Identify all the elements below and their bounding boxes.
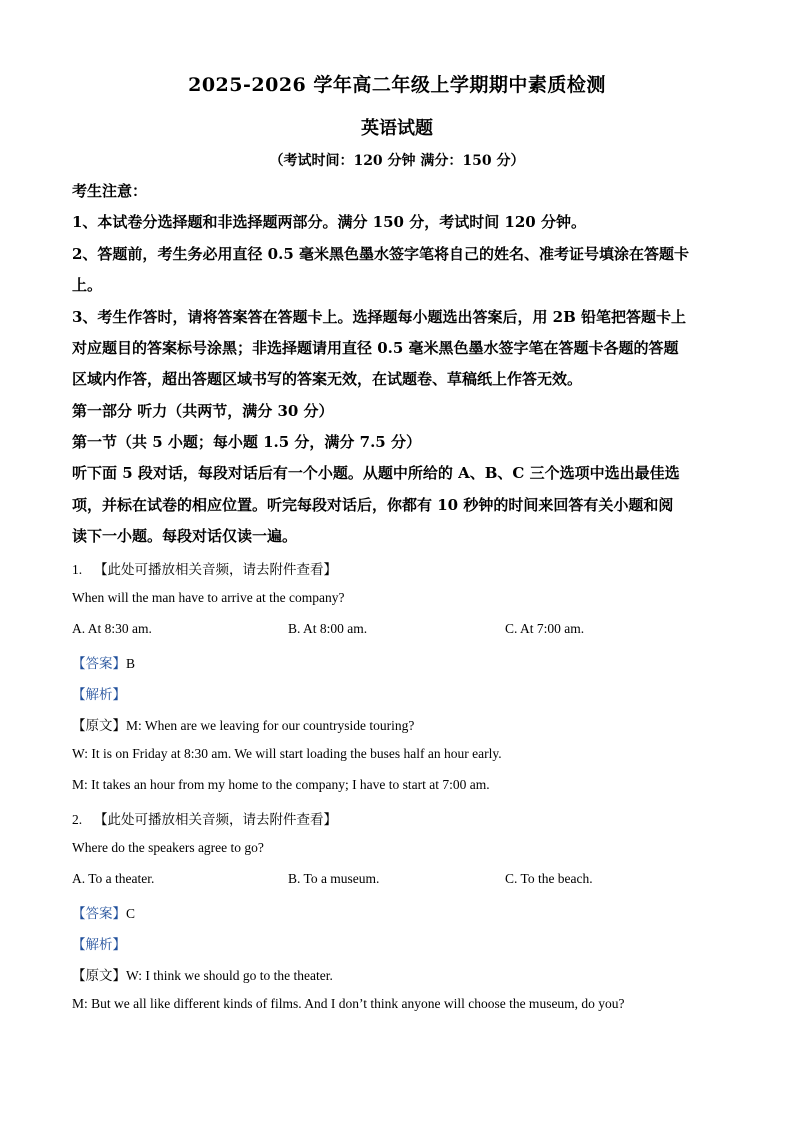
subject-title: 英语试题 — [361, 118, 433, 139]
question-number: 1. — [72, 562, 83, 577]
question-1-text: When will the man have to arrive at the company? — [72, 590, 345, 605]
question-1-transcript-1 — [72, 714, 732, 734]
question-2-answer — [72, 902, 732, 922]
notice-item-2-line-1: 2、答题前，考生务必用直径 0.5 毫米黑色墨水签字笔将自己的姓名、准考证号填涂在答题卡 — [72, 245, 689, 263]
analysis-tag: 【解析】 — [72, 687, 126, 703]
question-2-option-b: B. To a museum. — [288, 871, 380, 886]
question-1-option-b: B. At 8:00 am. — [288, 621, 368, 636]
exam-info: （考试时间：120 分钟 满分：150 分） — [269, 153, 525, 169]
instructions-line-1: 听下面 5 段对话，每段对话后有一个小题。从题中所给的 A、B、C 三个选项中选出最佳选 — [72, 464, 680, 482]
original-tag: 【原文】 — [72, 968, 126, 984]
exam-title: 2025-2026 学年高二年级上学期期中素质检测 — [188, 74, 606, 96]
question-2-transcript-1 — [72, 964, 732, 984]
question-2-text: Where do the speakers agree to go? — [72, 840, 264, 855]
notice-item-2-line-2: 上。 — [72, 276, 103, 294]
analysis-tag: 【解析】 — [72, 937, 126, 953]
answer-tag: 【答案】 — [72, 906, 126, 922]
question-1-answer — [72, 652, 732, 672]
question-1-transcript-3: M: It takes an hour from my home to the company; I have to start at 7:00 am. — [72, 777, 490, 792]
question-2-option-a: A. To a theater. — [72, 871, 155, 886]
part1-heading: 第一部分 听力（共两节，满分 30 分） — [72, 402, 334, 420]
question-1-option-c: C. At 7:00 am. — [505, 621, 585, 636]
question-number: 2. — [72, 812, 83, 827]
question-2-transcript-2: M: But we all like different kinds of films. And I don’t think anyone will choose the museum, do you? — [72, 996, 625, 1011]
notice-heading: 考生注意： — [72, 182, 148, 200]
answer-value: C — [126, 906, 136, 921]
answer-value: B — [126, 656, 136, 671]
audio-note[interactable]: 【此处可播放相关音频，请去附件查看】 — [94, 562, 337, 578]
question-1-analysis — [72, 683, 732, 703]
question-2-analysis — [72, 933, 732, 953]
question-2-option-c: C. To the beach. — [505, 871, 593, 886]
question-2-header — [72, 808, 732, 828]
notice-item-1: 1、本试卷分选择题和非选择题两部分。满分 150 分，考试时间 120 分钟。 — [72, 213, 586, 231]
question-1-option-a: A. At 8:30 am. — [72, 621, 152, 636]
notice-item-3-line-2: 对应题目的答案标号涂黑；非选择题请用直径 0.5 毫米黑色墨水签字笔在答题卡各题的答题 — [72, 339, 679, 357]
answer-tag: 【答案】 — [72, 656, 126, 672]
instructions-line-3: 读下一小题。每段对话仅读一遍。 — [72, 527, 298, 545]
transcript-text: M: When are we leaving for our countryside touring? — [126, 718, 415, 733]
notice-item-3-line-3: 区域内作答，超出答题区域书写的答案无效，在试题卷、草稿纸上作答无效。 — [72, 370, 583, 388]
section1-heading: 第一节（共 5 小题；每小题 1.5 分，满分 7.5 分） — [72, 433, 421, 451]
audio-note[interactable]: 【此处可播放相关音频，请去附件查看】 — [94, 812, 337, 828]
notice-item-3-line-1: 3、考生作答时，请将答案答在答题卡上。选择题每小题选出答案后，用 2B 铅笔把答题卡上 — [72, 308, 687, 326]
question-1-header — [72, 558, 732, 578]
original-tag: 【原文】 — [72, 718, 126, 734]
question-1-transcript-2: W: It is on Friday at 8:30 am. We will start loading the buses half an hour early. — [72, 746, 502, 761]
instructions-line-2: 项，并标在试卷的相应位置。听完每段对话后，你都有 10 秒钟的时间来回答有关小题和阅 — [72, 496, 674, 514]
transcript-text: W: I think we should go to the theater. — [126, 968, 333, 983]
